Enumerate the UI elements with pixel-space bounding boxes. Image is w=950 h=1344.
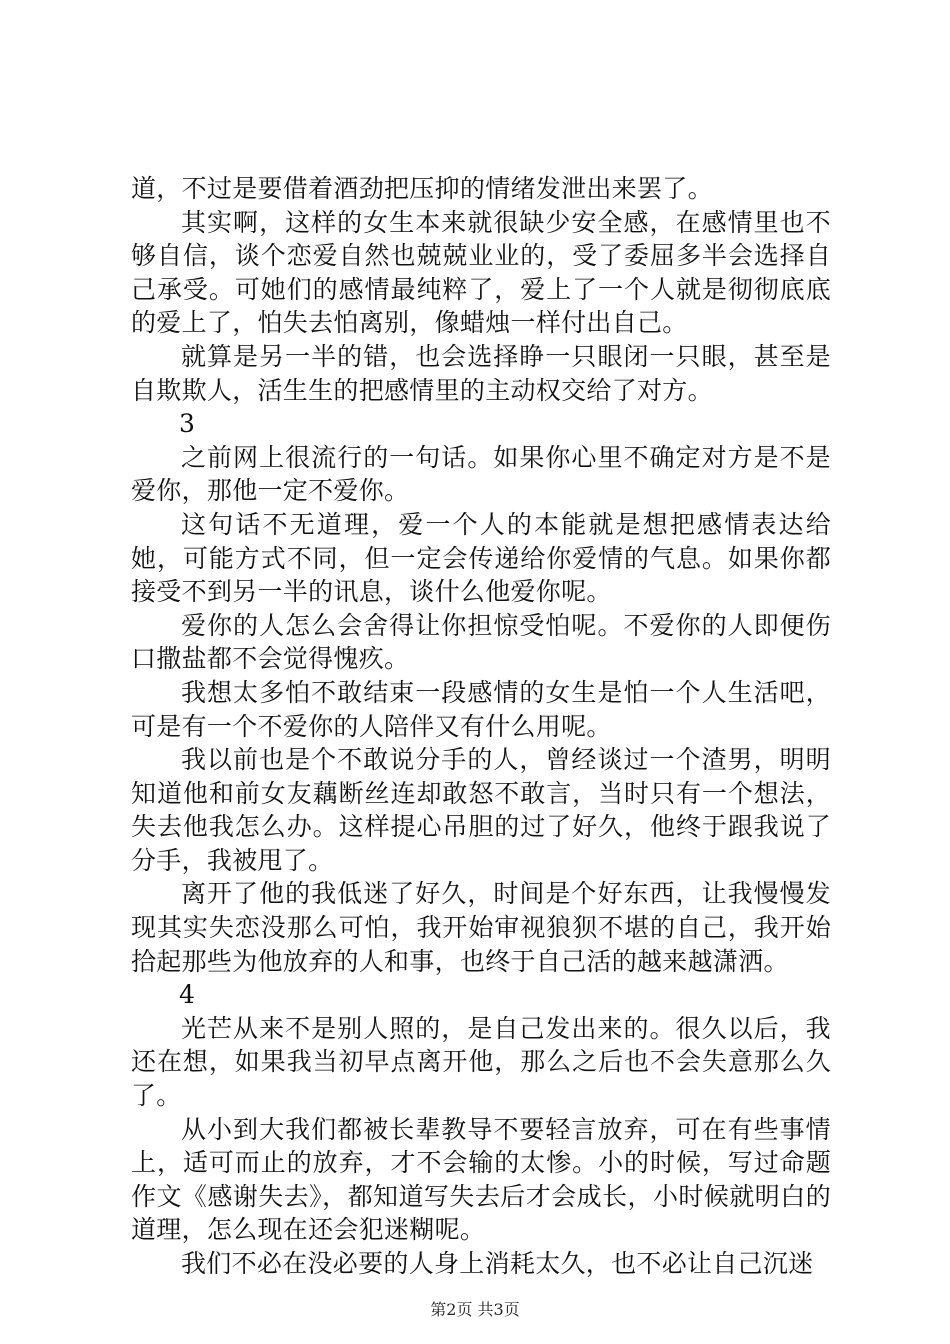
paragraph: 从小到大我们都被长辈教导不要轻言放弃，可在有些事情上，适可而止的放弃，才不会输的太惨。小的时候，写过命题作文《感谢失去》，都知道写失去后才会成长，小时候就明白的道理，怎么现在还会犯迷糊呢。 (131, 1114, 831, 1245)
paragraph: 我想太多怕不敢结束一段感情的女生是怕一个人生活吧，可是有一个不爱你的人陪伴又有什么用呢。 (131, 677, 831, 741)
section-number: 3 (179, 409, 195, 439)
paragraph: 其实啊，这样的女生本来就很缺少安全感，在感情里也不够自信，谈个恋爱自然也兢兢业业的，受了委屈多半会选择自己承受。可她们的感情最纯粹了，爱上了一个人就是彻彻底底的爱上了，怕失去怕离别，像蜡烛一样付出自己。 (131, 207, 831, 338)
paragraph: 离开了他的我低迷了好久，时间是个好东西，让我慢慢发现其实失恋没那么可怕，我开始审视狼狈不堪的自己，我开始拾起那些为他放弃的人和事，也终于自己活的越来越潇洒。 (131, 879, 831, 976)
paragraph: 我们不必在没必要的人身上消耗太久，也不必让自己沉迷 (181, 1249, 814, 1278)
page-footer: 第2页 共3页 (430, 1300, 520, 1319)
section-number: 4 (179, 980, 195, 1010)
paragraph: 这句话不无道理，爱一个人的本能就是想把感情表达给她，可能方式不同，但一定会传递给你爱情的气息。如果你都接受不到另一半的讯息，谈什么他爱你呢。 (131, 509, 831, 607)
paragraph: 之前网上很流行的一句话。如果你心里不确定对方是不是爱你，那他一定不爱你。 (131, 442, 831, 506)
paragraph: 就算是另一半的错，也会选择睁一只眼闭一只眼，甚至是自欺欺人，活生生的把感情里的主动权交给了对方。 (131, 341, 831, 405)
document-body (131, 172, 831, 1281)
paragraph: 道，不过是要借着酒劲把压抑的情绪发泄出来罢了。 (131, 174, 713, 203)
paragraph: 我以前也是个不敢说分手的人，曾经谈过一个渣男，明明知道他和前女友藕断丝连却敢怒不敢言，当时只有一个想法，失去他我怎么办。这样提心吊胆的过了好久，他终于跟我说了分手，我被甩了。 (131, 745, 831, 875)
paragraph: 爱你的人怎么会舍得让你担惊受怕呢。不爱你的人即便伤口撒盐都不会觉得愧疚。 (131, 610, 831, 674)
paragraph: 光芒从来不是别人照的，是自己发出来的。很久以后，我还在想，如果我当初早点离开他，那么之后也不会失意那么久了。 (131, 1013, 831, 1111)
